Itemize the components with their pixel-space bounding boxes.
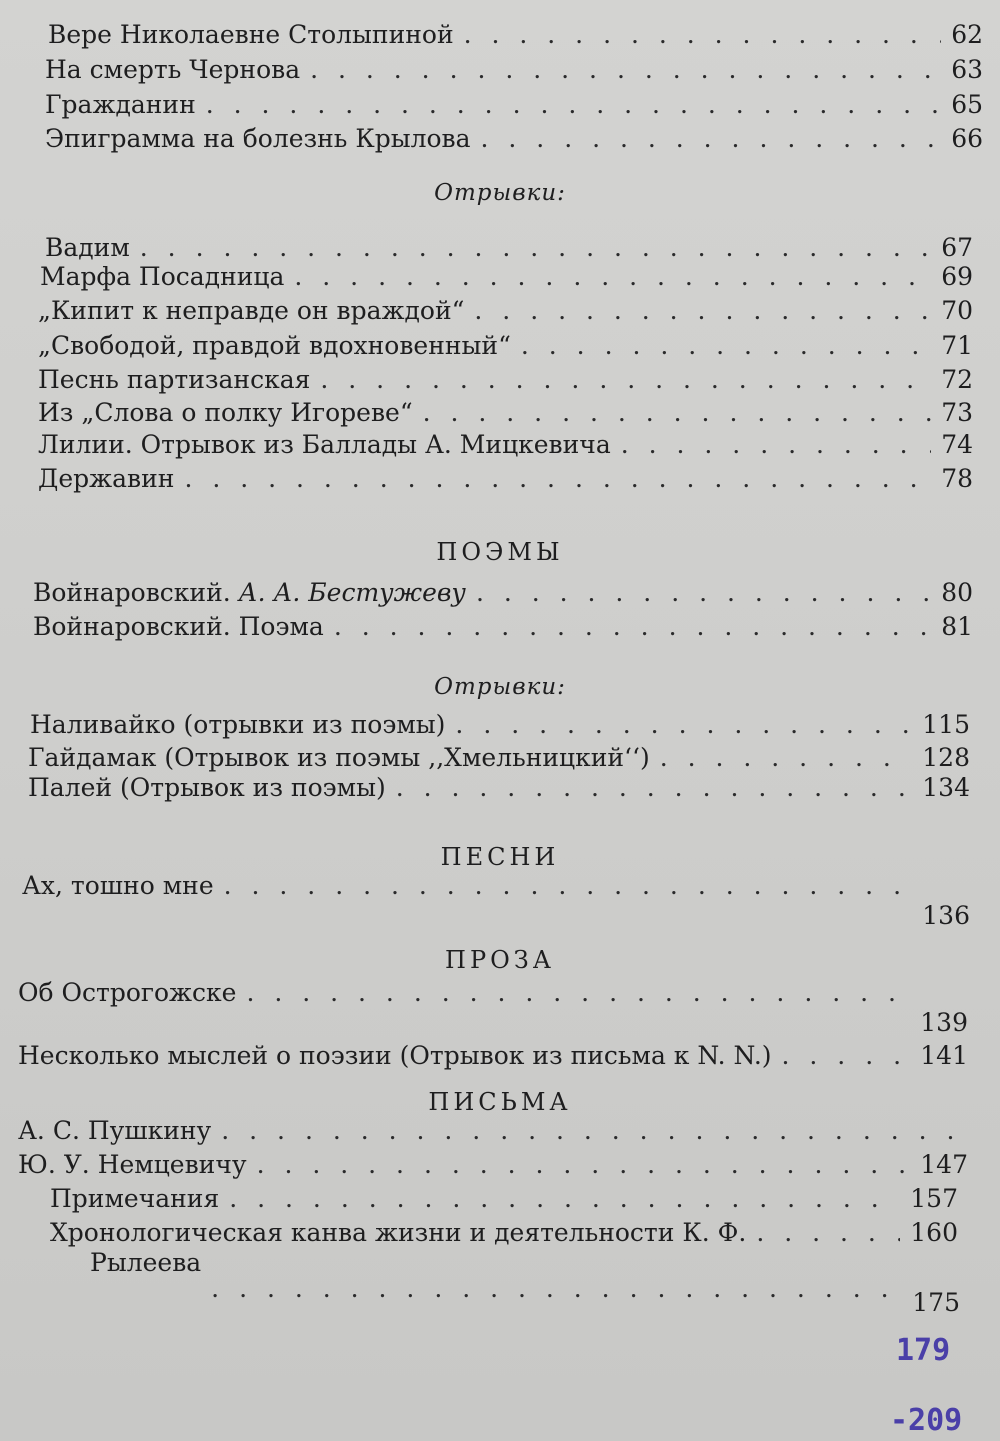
section-heading: ПИСЬМА: [428, 1088, 572, 1116]
leader-dots: [476, 580, 931, 605]
entry-page: 141: [920, 1041, 968, 1070]
section-subheading: Отрывки:: [434, 180, 566, 206]
toc-entry: [90, 1250, 920, 1275]
leader-dots: [257, 1152, 911, 1177]
entry-page: 136: [922, 901, 970, 930]
toc-entry: [18, 1118, 968, 1143]
entry-title: Эпиграмма на болезнь Крылова: [45, 124, 471, 153]
toc-entry: [18, 1043, 968, 1068]
leader-dots: [396, 775, 913, 800]
leader-dots: [224, 873, 913, 898]
toc-entry: [22, 871, 970, 930]
entry-title: Хронологическая канва жизни и деятельности К. Ф.: [50, 1218, 747, 1247]
leader-dots: [621, 432, 931, 457]
toc-entry: [45, 235, 973, 260]
entry-title: Из „Слова о полку Игореве“: [38, 398, 413, 427]
leader-dots: [481, 126, 942, 151]
entry-title-part: Войнаровский.: [33, 578, 231, 607]
leader-dots: [320, 367, 931, 392]
leader-dots: [334, 614, 931, 639]
toc-entry: [50, 1220, 958, 1245]
leader-dots: [660, 745, 913, 770]
entry-title: Примечания: [50, 1184, 220, 1213]
leader-dots: [140, 235, 931, 260]
entry-title: Гайдамак (Отрывок из поэмы ,,Хмельницкий‘‘): [28, 743, 650, 772]
section-heading: ПРОЗА: [445, 946, 555, 974]
entry-page: 62: [951, 20, 983, 49]
toc-entry: [45, 126, 983, 151]
toc-entry: [38, 432, 973, 457]
toc-entry: [38, 367, 973, 392]
toc-entry: [28, 775, 970, 800]
toc-entry: [33, 580, 973, 605]
entry-page: 147: [920, 1150, 968, 1179]
entry-page: 74: [941, 430, 973, 459]
entry-page: 70: [941, 296, 973, 325]
entry-title: Ах, тошно мне: [22, 871, 214, 900]
toc-entry: [38, 400, 973, 425]
entry-page: 81: [941, 612, 973, 641]
toc-entry: [38, 298, 973, 323]
leader-dots: [521, 333, 931, 358]
entry-page: 73: [941, 398, 973, 427]
entry-title: Войнаровский. Поэма: [33, 612, 324, 641]
entry-page: 128: [922, 743, 970, 772]
section-subheading: Отрывки:: [434, 674, 566, 700]
entry-page: 157: [910, 1184, 958, 1213]
leader-dots: [246, 980, 910, 1005]
leader-dots: [221, 1118, 958, 1143]
library-stamp-number: -209: [890, 1403, 963, 1438]
leader-dots: [229, 1186, 900, 1211]
entry-page: 63: [951, 55, 983, 84]
library-stamp-number: 179: [896, 1333, 951, 1368]
toc-entry: [28, 745, 970, 770]
leader-dots: [474, 298, 931, 323]
entry-page: 78: [941, 464, 973, 493]
leader-dots: [310, 57, 941, 82]
entry-title: „Свободой, правдой вдохновенный“: [38, 331, 511, 360]
leader-dots: [423, 400, 932, 425]
entry-title: Ю. У. Немцевичу: [18, 1150, 247, 1179]
toc-entry: [18, 978, 968, 1037]
entry-page: 175: [912, 1288, 960, 1317]
entry-page: 72: [941, 365, 973, 394]
leader-dots: [211, 1276, 910, 1301]
entry-page: 160: [910, 1218, 958, 1247]
entry-page: 139: [920, 1008, 968, 1037]
toc-entry: [38, 466, 973, 491]
leader-dots: [756, 1220, 900, 1245]
entry-title: [33, 580, 466, 605]
entry-page: 115: [922, 710, 970, 739]
entry-title: Марфа Посадница: [40, 262, 285, 291]
entry-title: Наливайко (отрывки из поэмы): [30, 710, 446, 739]
entry-page: 80: [941, 578, 973, 607]
entry-title: Лилии. Отрывок из Баллады А. Мицкевича: [38, 430, 611, 459]
entry-title-italic: А. А. Бестужеву: [238, 578, 466, 607]
entry-title: Гражданин: [45, 90, 196, 119]
leader-dots: [184, 466, 931, 491]
section-heading: ПЕСНИ: [440, 843, 560, 871]
toc-entry: [50, 1186, 958, 1211]
toc-entry: [48, 22, 983, 47]
leader-dots: [464, 22, 942, 47]
toc-entry: [18, 1152, 968, 1177]
entry-title: Об Острогожске: [18, 978, 237, 1007]
entry-page: 66: [951, 124, 983, 153]
section-heading: ПОЭМЫ: [436, 538, 564, 566]
entry-page: 67: [941, 233, 973, 262]
leader-dots: [455, 712, 912, 737]
entry-title: Вере Николаевне Столыпиной: [48, 20, 454, 49]
entry-title: Вадим: [45, 233, 130, 262]
toc-entry: [38, 333, 973, 358]
entry-title: На смерть Чернова: [45, 55, 301, 84]
toc-entry: [40, 264, 973, 289]
toc-entry: [30, 712, 970, 737]
entry-page: 65: [951, 90, 983, 119]
entry-title: Державин: [38, 464, 175, 493]
toc-entry: [45, 57, 983, 82]
entry-page: 69: [941, 262, 973, 291]
toc-entry: [33, 614, 973, 639]
entry-title: Рылеева: [90, 1248, 202, 1277]
entry-title: Песнь партизанская: [38, 365, 311, 394]
leader-dots: [294, 264, 931, 289]
entry-title: А. С. Пушкину: [18, 1116, 212, 1145]
entry-page: 71: [941, 331, 973, 360]
entry-title: Несколько мыслей о поэзии (Отрывок из письма к N. N.): [18, 1041, 772, 1070]
entry-page: 134: [922, 773, 970, 802]
toc-entry: [45, 92, 983, 117]
entry-title: „Кипит к неправде он враждой“: [38, 296, 465, 325]
leader-dots: [206, 92, 941, 117]
leader-dots: [782, 1043, 911, 1068]
entry-title: Палей (Отрывок из поэмы): [28, 773, 386, 802]
